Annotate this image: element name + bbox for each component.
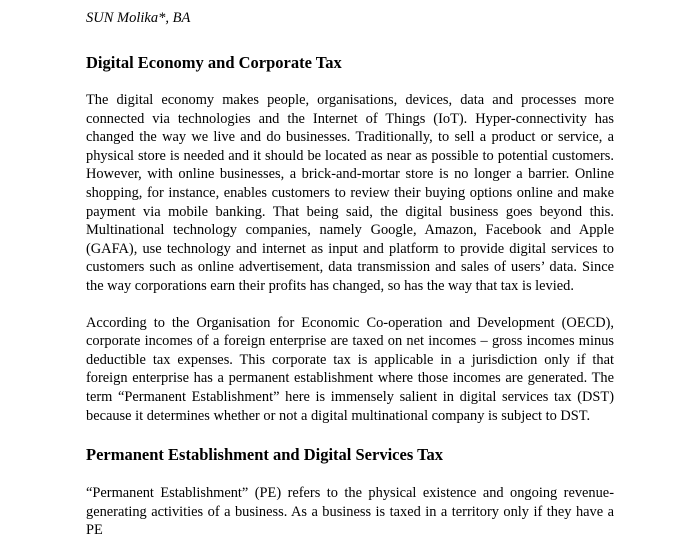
section-heading-permanent-establishment: Permanent Establishment and Digital Services Tax bbox=[86, 445, 444, 465]
paragraph-digital-economy: The digital economy makes people, organisations, devices, data and processes more connected via technologies and the Internet of Things (IoT). Hyper-connectivity has changed the way we live and do businesses. Traditionally, to sell a product or service, a physical store is needed and it should be located as near as possible to potential customers. However, with online businesses, a brick-and-mortar store is no longer a barrier. Online shopping, for instance, enables customers to review their buying options online and make payment via mobile banking. That being said, the digital business goes beyond this. Multinational technology companies, namely Google, Amazon, Facebook and Apple (GAFA), use technology and internet as input and platform to provide digital services to customers such as online advertisement, data transmission and sales of users’ data. Since the way corporations earn their profits has changed, so has the way that tax is levied. bbox=[86, 92, 614, 294]
paragraph-permanent-establishment: “Permanent Establishment” (PE) refers to the physical existence and ongoing revenue-generating activities of a business. As a business is taxed in a territory only if they have a PE bbox=[86, 485, 614, 539]
paragraph-oecd-corporate-tax: According to the Organisation for Economic Co-operation and Development (OECD), corporate incomes of a foreign enterprise are taxed on net incomes – gross incomes minus deductible tax expenses. This corporate tax is applicable in a jurisdiction only if that foreign enterprise has a permanent establishment where those incomes are generated. The term “Permanent Establishment” here is immensely salient in digital services tax (DST) because it determines whether or not a digital multinational company is subject to DST. bbox=[86, 314, 614, 424]
section-heading-digital-economy: Digital Economy and Corporate Tax bbox=[86, 53, 342, 72]
author-line: SUN Molika*, BA bbox=[86, 10, 191, 26]
